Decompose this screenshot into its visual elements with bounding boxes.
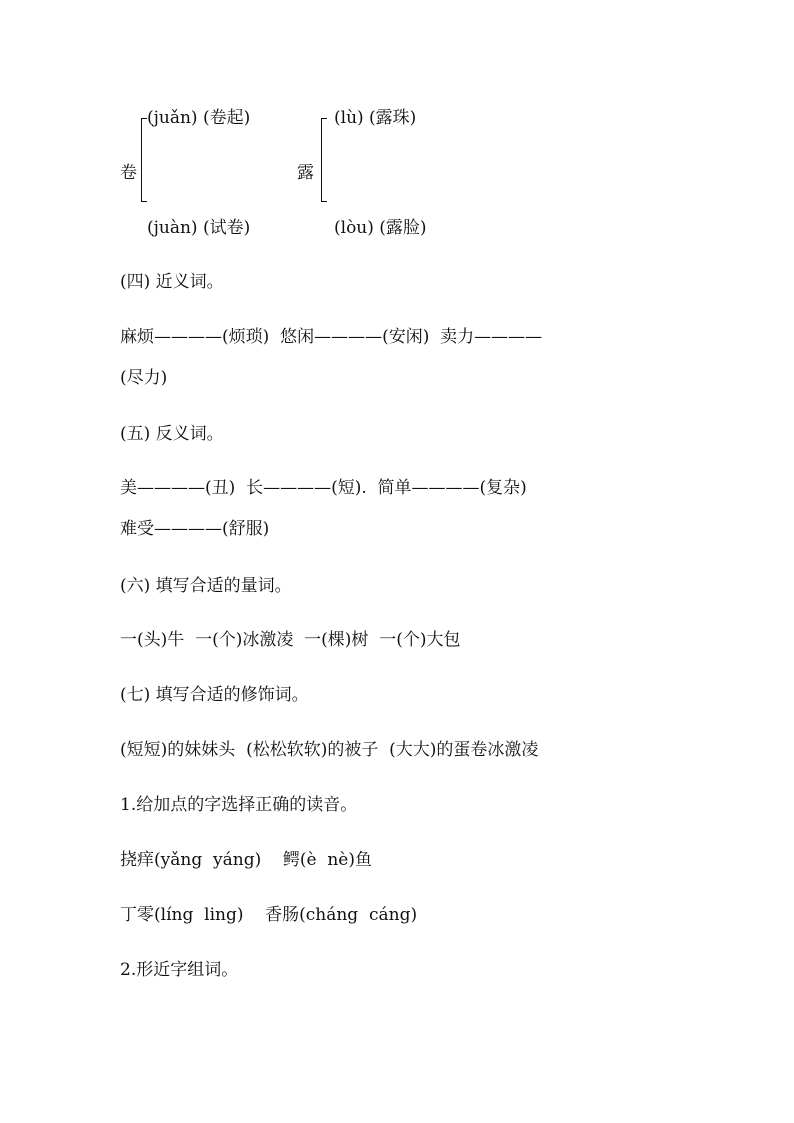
pronunciation-line-1: 挠痒(yǎng yáng) 鳄(è nè)鱼 [120,850,372,870]
synonyms-heading: (四) 近义词。 [120,272,224,292]
antonyms-heading: (五) 反义词。 [120,424,224,444]
pronunciation-line-2: 丁零(líng ling) 香肠(cháng cáng) [120,905,418,925]
juan-char: 卷 [120,163,137,183]
juan-top-reading: (juǎn) (卷起) [147,108,251,128]
modifiers-line: (短短)的妹妹头 (松松软软)的被子 (大大)的蛋卷冰激凌 [120,740,539,760]
measure-words-line: 一(头)牛 一(个)冰激凌 一(棵)树 一(个)大包 [120,630,461,650]
pronunciation-heading: 1.给加点的字选择正确的读音。 [120,795,358,815]
lu-char: 露 [297,163,314,183]
juan-bottom-reading: (juàn) (试卷) [147,218,251,238]
lu-bottom-reading: (lòu) (露脸) [334,218,427,238]
antonyms-line-2: 难受————(舒服) [120,519,270,539]
modifiers-heading: (七) 填写合适的修饰词。 [120,685,309,705]
similar-chars-heading: 2.形近字组词。 [120,960,239,980]
juan-bracket [141,118,147,202]
lu-bracket [321,118,327,202]
lu-top-reading: (lù) (露珠) [334,108,417,128]
antonyms-line-1: 美————(丑) 长————(短). 简单————(复杂) [120,478,527,498]
synonyms-line-1: 麻烦————(烦琐) 悠闲————(安闲) 卖力———— [120,327,543,347]
measure-words-heading: (六) 填写合适的量词。 [120,576,292,596]
synonyms-line-2: (尽力) [120,368,168,388]
